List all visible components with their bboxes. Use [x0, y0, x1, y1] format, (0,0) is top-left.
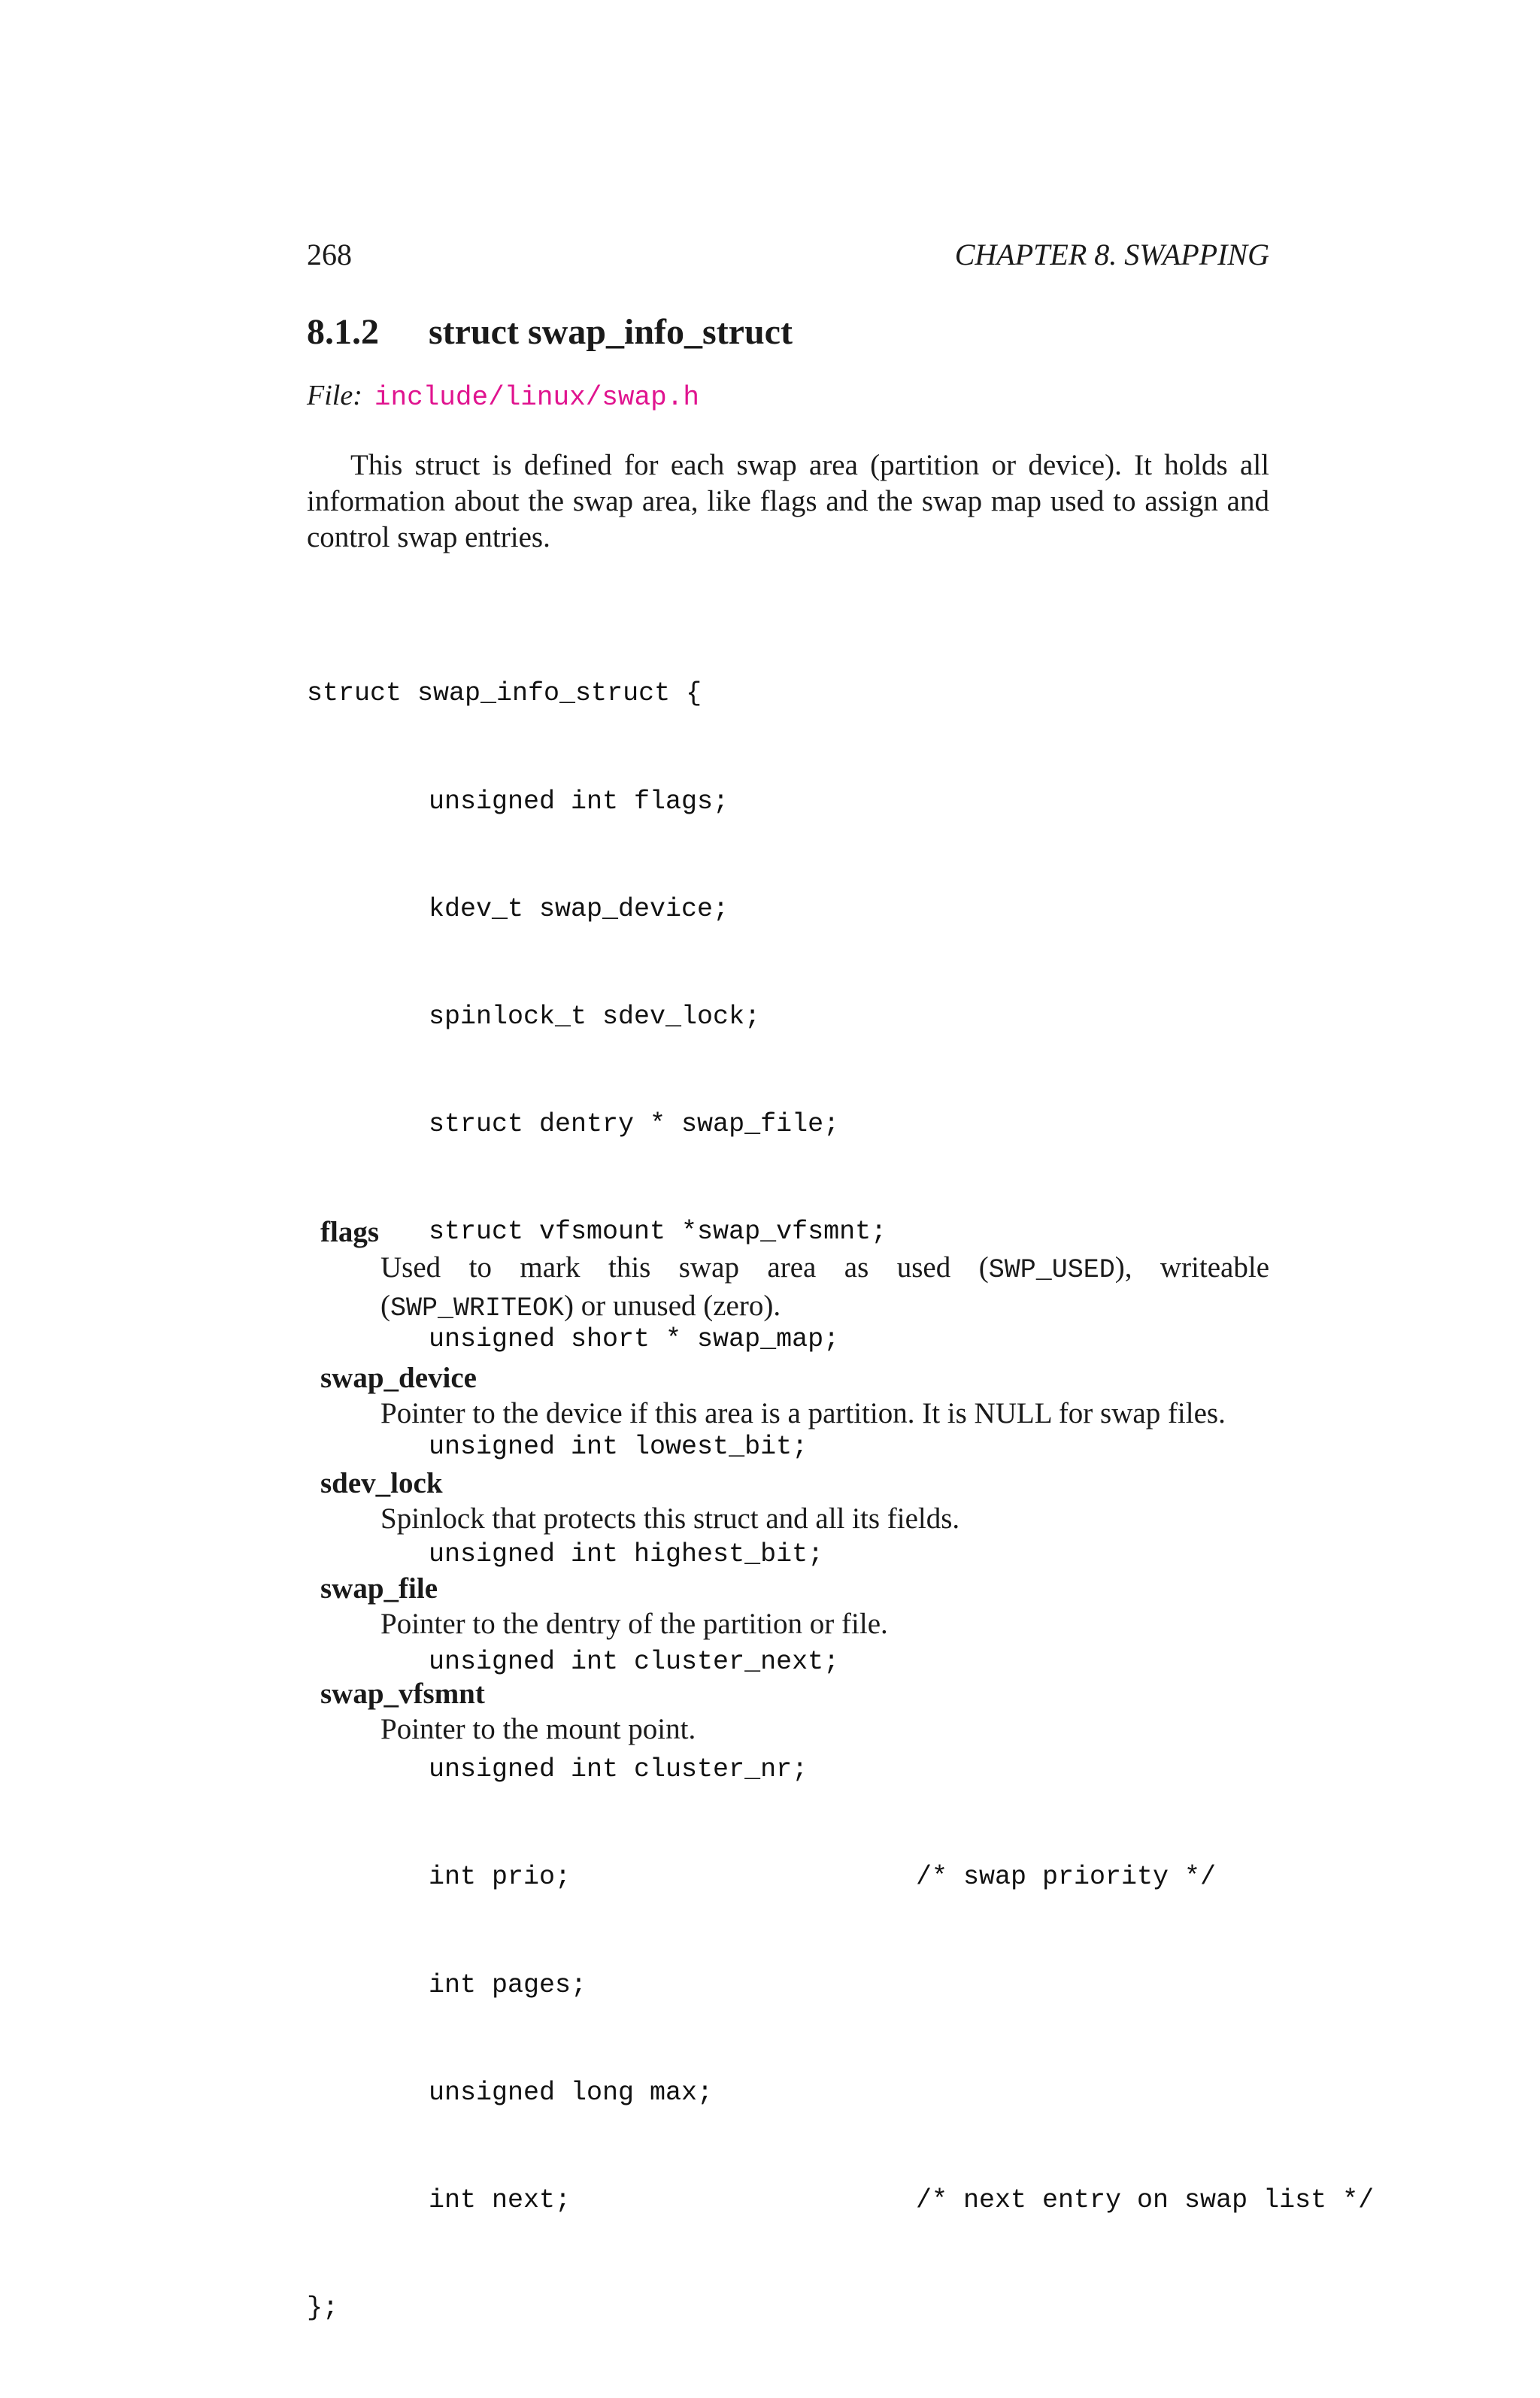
- code-text: unsigned int lowest_bit;: [429, 1432, 808, 1463]
- code-close: };: [307, 2292, 339, 2323]
- field-term: swap_device: [320, 1362, 477, 1394]
- field-description: [380, 1250, 1269, 1326]
- code-text: unsigned int flags;: [429, 786, 729, 817]
- field-term: flags: [320, 1216, 379, 1248]
- field-description-list: [320, 1214, 1269, 1781]
- intro-paragraph: This struct is defined for each swap area (partition or device). It holds all information about the swap area, like flags and the swap map used to assign and control swap entries.: [307, 449, 1269, 553]
- file-reference: [307, 376, 699, 417]
- field-entry-sdev-lock: [320, 1466, 1269, 1537]
- field-term: swap_file: [320, 1572, 438, 1605]
- field-description: Pointer to the dentry of the partition or file.: [380, 1608, 888, 1640]
- page-number: 268: [307, 238, 352, 271]
- code-text: int pages;: [429, 1969, 587, 2000]
- description-text: Used to mark this swap area as used (: [380, 1251, 989, 1284]
- file-path-link[interactable]: include/linux/swap.h: [374, 382, 699, 413]
- field-entry-swap-device: [320, 1360, 1269, 1432]
- field-term: swap_vfsmnt: [320, 1678, 485, 1710]
- code-line: [307, 2290, 887, 2327]
- section-number: 8.1.2: [307, 312, 379, 352]
- field-entry-swap-vfsmnt: [320, 1676, 1269, 1748]
- code-text: unsigned short * swap_map;: [429, 1323, 840, 1354]
- code-text: unsigned int cluster_next;: [429, 1647, 840, 1678]
- field-entry-flags: [320, 1214, 1269, 1326]
- file-label: File:: [307, 380, 362, 411]
- code-text: unsigned int cluster_nr;: [429, 1754, 808, 1785]
- description-code: SWP_WRITEOK: [390, 1293, 565, 1323]
- description-code: SWP_USED: [988, 1255, 1115, 1285]
- field-description: Pointer to the device if this area is a partition. It is NULL for swap files.: [380, 1397, 1226, 1429]
- code-line: [307, 892, 887, 928]
- chapter-heading: CHAPTER 8. SWAPPING: [954, 238, 1269, 271]
- section-heading: [307, 310, 793, 355]
- code-line: [307, 784, 887, 820]
- description-text: ) or unused (zero).: [564, 1290, 781, 1322]
- field-term: sdev_lock: [320, 1467, 443, 1499]
- field-entry-swap-file: [320, 1571, 1269, 1642]
- code-line: [307, 999, 887, 1035]
- section-title: struct swap_info_struct: [429, 312, 793, 352]
- code-line: [307, 676, 887, 712]
- code-text: spinlock_t sdev_lock;: [429, 1001, 761, 1032]
- document-page: [307, 0, 1375, 2323]
- code-text: int next;: [429, 2184, 571, 2215]
- code-text: struct vfsmount *swap_vfsmnt;: [429, 1216, 887, 1247]
- code-text: struct dentry * swap_file;: [429, 1108, 840, 1139]
- description-text: ), writeable (: [380, 1251, 1270, 1322]
- field-description: Spinlock that protects this struct and all its fields.: [380, 1502, 960, 1535]
- code-text: kdev_t swap_device;: [429, 893, 729, 924]
- field-description: Pointer to the mount point.: [380, 1713, 696, 1745]
- code-comment: /* next entry on swap list */: [916, 2184, 1375, 2215]
- code-text: unsigned long max;: [429, 2077, 714, 2108]
- code-line: [307, 2183, 1375, 2219]
- code-line: [307, 1968, 887, 2004]
- code-line: [307, 1107, 887, 1143]
- code-text: int prio;: [429, 1862, 571, 1893]
- code-comment: /* swap priority */: [916, 1862, 1217, 1893]
- code-open: struct swap_info_struct {: [307, 678, 702, 709]
- code-line: [307, 2075, 887, 2112]
- code-line: [307, 1860, 1217, 1896]
- code-text: unsigned int highest_bit;: [429, 1539, 824, 1570]
